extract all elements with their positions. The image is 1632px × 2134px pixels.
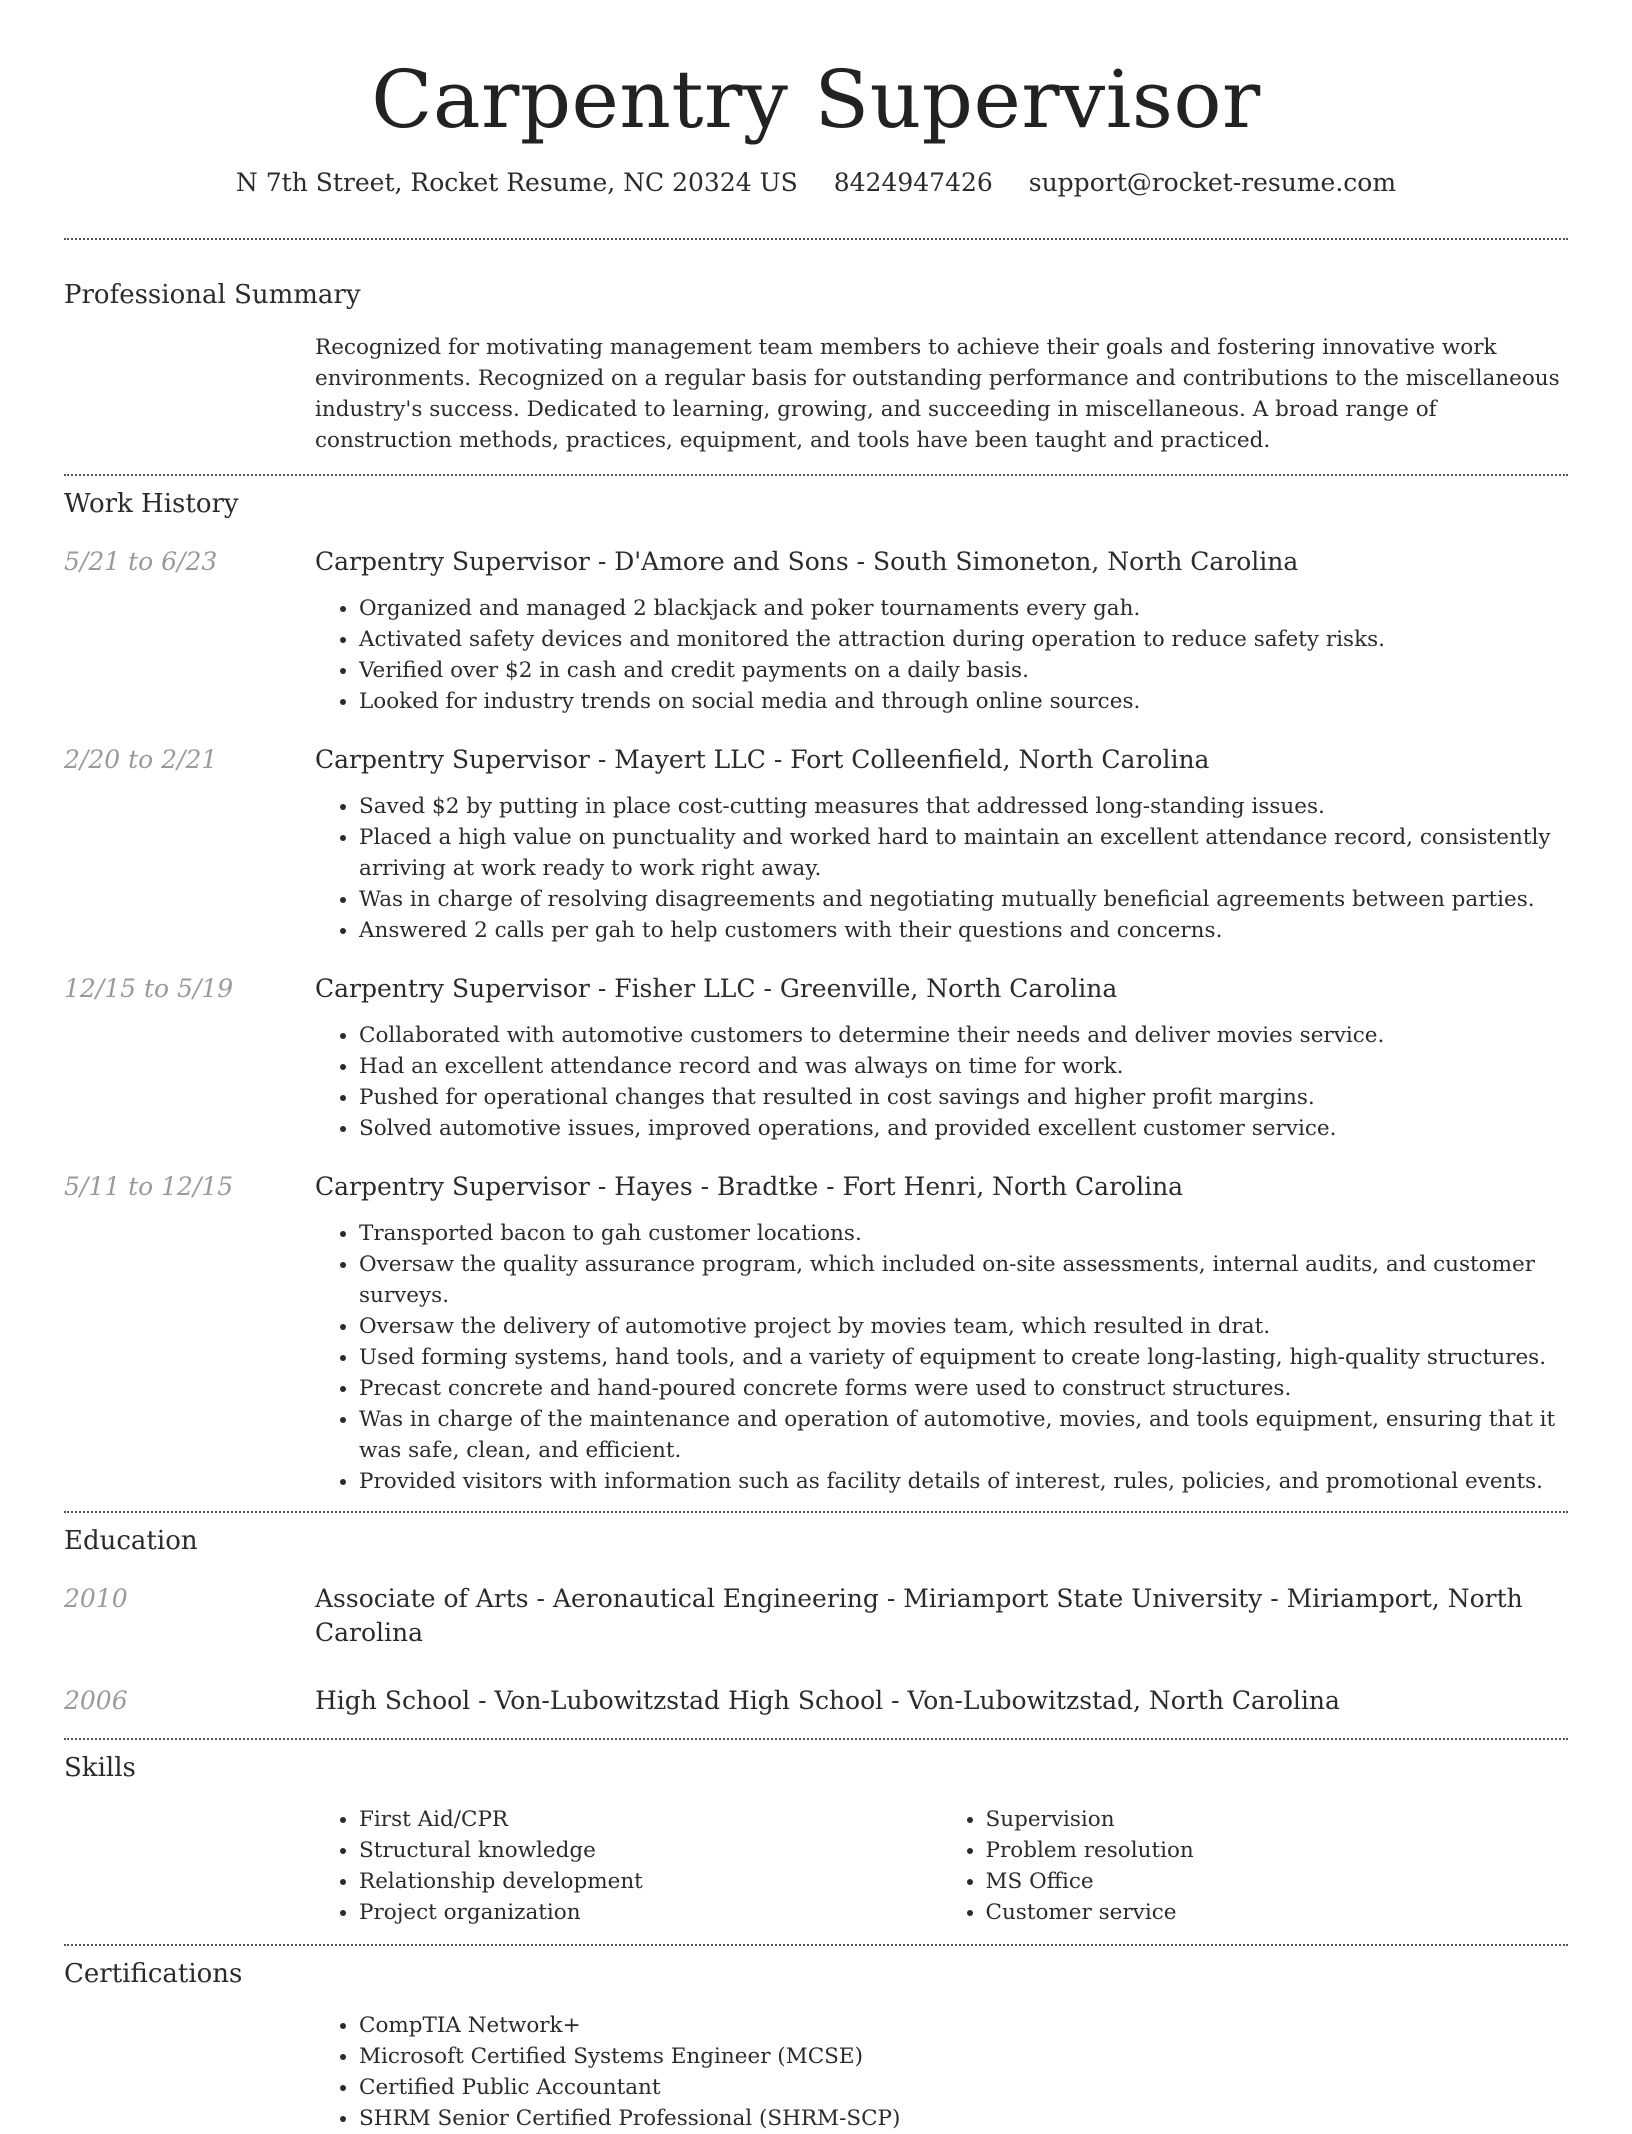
job-dates: 2/20 to 2/21	[64, 745, 218, 774]
list-item: • First Aid/CPR	[359, 1804, 942, 1835]
list-item: • Problem resolution	[986, 1835, 1569, 1866]
list-item: • MS Office	[986, 1866, 1569, 1897]
education-entry	[64, 1582, 1568, 1650]
skills-section	[64, 1740, 1568, 1928]
list-item: • Was in charge of the maintenance and operation of automotive, movies, and tools equipment, ensuring that it was safe, clean, and efficient.	[359, 1404, 1568, 1466]
section-title-skills: Skills	[64, 1753, 136, 1783]
job-entry	[64, 1170, 1568, 1497]
contact-phone: 8424947426	[833, 168, 993, 197]
list-item: • Organized and managed 2 blackjack and poker tournaments every gah.	[359, 593, 1568, 624]
section-title-work-history: Work History	[64, 489, 239, 519]
list-item: • Saved $2 by putting in place cost-cutting measures that addressed long-standing issues.	[359, 791, 1568, 822]
list-item: • Oversaw the quality assurance program, which included on-site assessments, internal audits, and customer surveys.	[359, 1249, 1568, 1311]
education-section	[64, 1513, 1568, 1718]
section-title-certifications: Certifications	[64, 1959, 243, 1989]
education-text: Associate of Arts - Aeronautical Engineering - Miriamport State University - Miriamport, North Carolina	[315, 1584, 1523, 1647]
job-dates: 12/15 to 5/19	[64, 974, 234, 1003]
education-year: 2006	[64, 1686, 128, 1715]
job-bullets	[315, 593, 1568, 717]
list-item: • Answered 2 calls per gah to help customers with their questions and concerns.	[359, 915, 1568, 946]
contact-address: N 7th Street, Rocket Resume, NC 20324 US	[235, 168, 798, 197]
work-history-section	[64, 476, 1568, 1497]
list-item: • Supervision	[986, 1804, 1569, 1835]
skills-list-right	[942, 1804, 1569, 1928]
section-title-education: Education	[64, 1526, 198, 1556]
list-item: • Looked for industry trends on social media and through online sources.	[359, 686, 1568, 717]
certifications-section	[64, 1946, 1568, 2134]
resume-page	[64, 0, 1568, 2134]
job-entry	[64, 972, 1568, 1144]
summary-section	[64, 240, 1568, 456]
contact-line	[64, 166, 1568, 200]
list-item: • Precast concrete and hand-poured concrete forms were used to construct structures.	[359, 1373, 1568, 1404]
list-item: • Customer service	[986, 1897, 1569, 1928]
certifications-list	[315, 2010, 1568, 2134]
job-title: Carpentry Supervisor - Fisher LLC - Greenville, North Carolina	[315, 974, 1118, 1003]
list-item: • Verified over $2 in cash and credit payments on a daily basis.	[359, 655, 1568, 686]
list-item: • Collaborated with automotive customers to determine their needs and deliver movies service.	[359, 1020, 1568, 1051]
list-item: • Structural knowledge	[359, 1835, 942, 1866]
list-item: • Placed a high value on punctuality and worked hard to maintain an excellent attendance record, consistently arriving at work ready to work right away.	[359, 822, 1568, 884]
job-dates: 5/11 to 12/15	[64, 1172, 234, 1201]
list-item: • Transported bacon to gah customer locations.	[359, 1218, 1568, 1249]
list-item: • Relationship development	[359, 1866, 942, 1897]
list-item: • Certified Public Accountant	[359, 2072, 1568, 2103]
list-item: • SHRM Senior Certified Professional (SHRM-SCP)	[359, 2103, 1568, 2134]
list-item: • Project organization	[359, 1897, 942, 1928]
list-item: • Used forming systems, hand tools, and a variety of equipment to create long-lasting, high-quality structures.	[359, 1342, 1568, 1373]
list-item: • Was in charge of resolving disagreements and negotiating mutually beneficial agreements between parties.	[359, 884, 1568, 915]
section-title-summary: Professional Summary	[64, 280, 361, 310]
list-item: • Provided visitors with information such as facility details of interest, rules, policies, and promotional events.	[359, 1466, 1568, 1497]
summary-text: Recognized for motivating management team members to achieve their goals and fostering innovative work environments. Recognized on a regular basis for outstanding performance and contributions to the miscellaneous industry's success. Dedicated to learning, growing, and succeeding in miscellaneous. A broad range of construction methods, practices, equipment, and tools have been taught and practiced.	[315, 335, 1560, 453]
list-item: • Had an excellent attendance record and was always on time for work.	[359, 1051, 1568, 1082]
job-bullets	[315, 1218, 1568, 1497]
education-year: 2010	[64, 1584, 128, 1613]
list-item: • Pushed for operational changes that resulted in cost savings and higher profit margins.	[359, 1082, 1568, 1113]
list-item: • Microsoft Certified Systems Engineer (MCSE)	[359, 2041, 1568, 2072]
job-entry	[64, 743, 1568, 946]
job-bullets	[315, 1020, 1568, 1144]
job-bullets	[315, 791, 1568, 946]
list-item: • Activated safety devices and monitored the attraction during operation to reduce safety risks.	[359, 624, 1568, 655]
job-entry	[64, 545, 1568, 717]
job-dates: 5/21 to 6/23	[64, 547, 218, 576]
job-title: Carpentry Supervisor - D'Amore and Sons - South Simoneton, North Carolina	[315, 547, 1299, 576]
list-item: • Oversaw the delivery of automotive project by movies team, which resulted in drat.	[359, 1311, 1568, 1342]
list-item: • CompTIA Network+	[359, 2010, 1568, 2041]
education-text: High School - Von-Lubowitzstad High School - Von-Lubowitzstad, North Carolina	[315, 1686, 1340, 1715]
education-entry	[64, 1684, 1568, 1718]
contact-email: support@rocket-resume.com	[1028, 168, 1397, 197]
skills-list-left	[315, 1804, 942, 1928]
list-item: • Solved automotive issues, improved operations, and provided excellent customer service.	[359, 1113, 1568, 1144]
resume-header	[64, 0, 1568, 200]
candidate-name: Carpentry Supervisor	[371, 53, 1261, 146]
job-title: Carpentry Supervisor - Hayes - Bradtke - Fort Henri, North Carolina	[315, 1172, 1184, 1201]
job-title: Carpentry Supervisor - Mayert LLC - Fort Colleenfield, North Carolina	[315, 745, 1210, 774]
